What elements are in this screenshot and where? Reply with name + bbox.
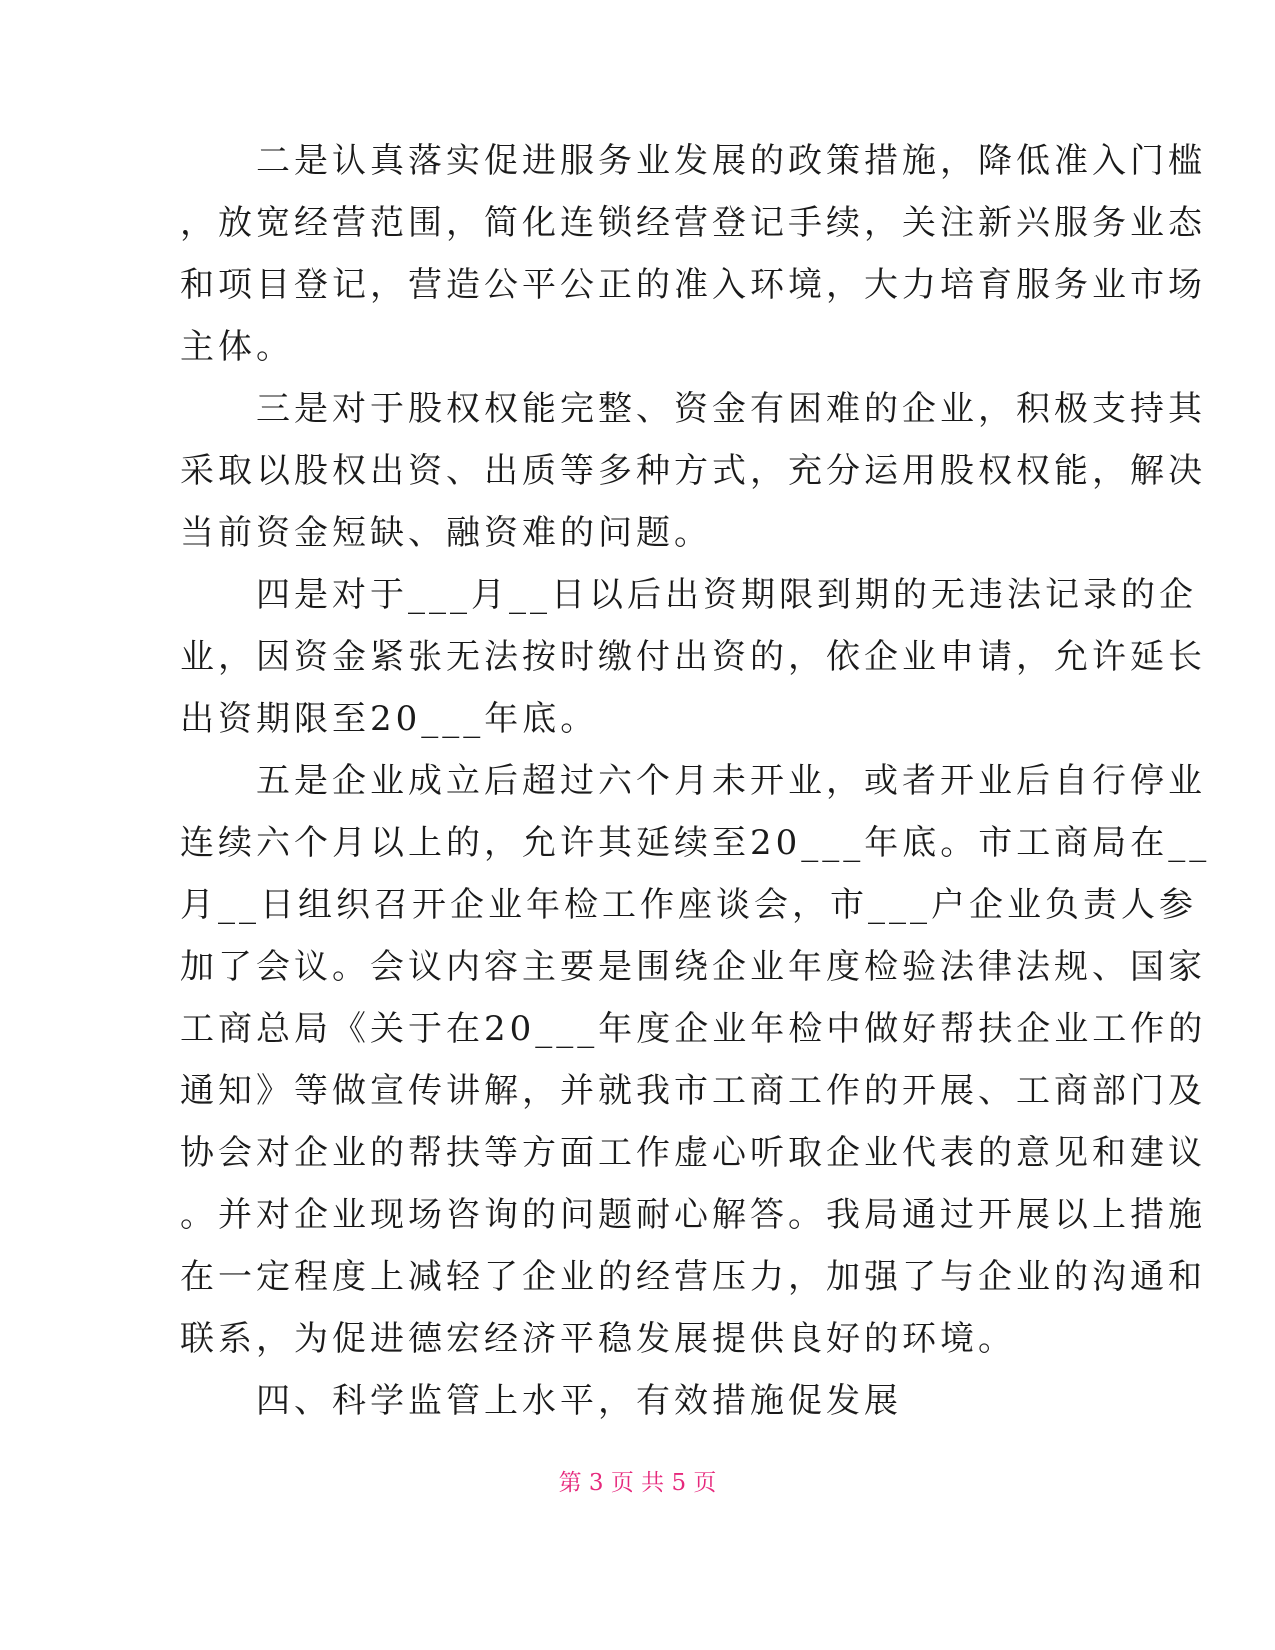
text-line: 当前资金短缺、融资难的问题。 [180,513,712,553]
text-line: 协会对企业的帮扶等方面工作虚心听取企业代表的意见和建议 [180,1133,1206,1173]
text-line: 四是对于___月__日以后出资期限到期的无违法记录的企 [180,575,1197,615]
text-line: 在一定程度上减轻了企业的经营压力，加强了与企业的沟通和 [180,1257,1206,1297]
text-line: 联系，为促进德宏经济平稳发展提供良好的环境。 [180,1319,1016,1359]
text-line: 加了会议。会议内容主要是围绕企业年度检验法律法规、国家 [180,947,1206,987]
document-body [180,130,1211,1432]
text-line: 采取以股权出资、出质等多种方式，充分运用股权权能，解决 [180,451,1206,491]
text-line: 。并对企业现场咨询的问题耐心解答。我局通过开展以上措施 [180,1195,1206,1235]
text-line: 和项目登记，营造公平公正的准入环境，大力培育服务业市场 [180,265,1206,305]
text-line: 连续六个月以上的，允许其延续至20___年底。市工商局在__ [180,823,1211,863]
text-line: ，放宽经营范围，简化连锁经营登记手续，关注新兴服务业态 [180,203,1206,243]
text-line: 二是认真落实促进服务业发展的政策措施，降低准入门槛 [180,141,1206,181]
section-heading: 四、科学监管上水平，有效措施促发展 [180,1381,902,1421]
text-line: 三是对于股权权能完整、资金有困难的企业，积极支持其 [180,389,1206,429]
page-number-footer: 第 3 页 共 5 页 [558,1470,717,1496]
text-line: 通知》等做宣传讲解，并就我市工商工作的开展、工商部门及 [180,1071,1206,1111]
text-line: 出资期限至20___年底。 [180,699,599,739]
text-line: 主体。 [180,327,294,367]
text-line: 业，因资金紧张无法按时缴付出资的，依企业申请，允许延长 [180,637,1206,677]
text-line: 五是企业成立后超过六个月未开业，或者开业后自行停业 [180,761,1206,801]
text-line: 工商总局《关于在20___年度企业年检中做好帮扶企业工作的 [180,1009,1207,1049]
text-line: 月__日组织召开企业年检工作座谈会，市___户企业负责人参 [180,885,1197,925]
